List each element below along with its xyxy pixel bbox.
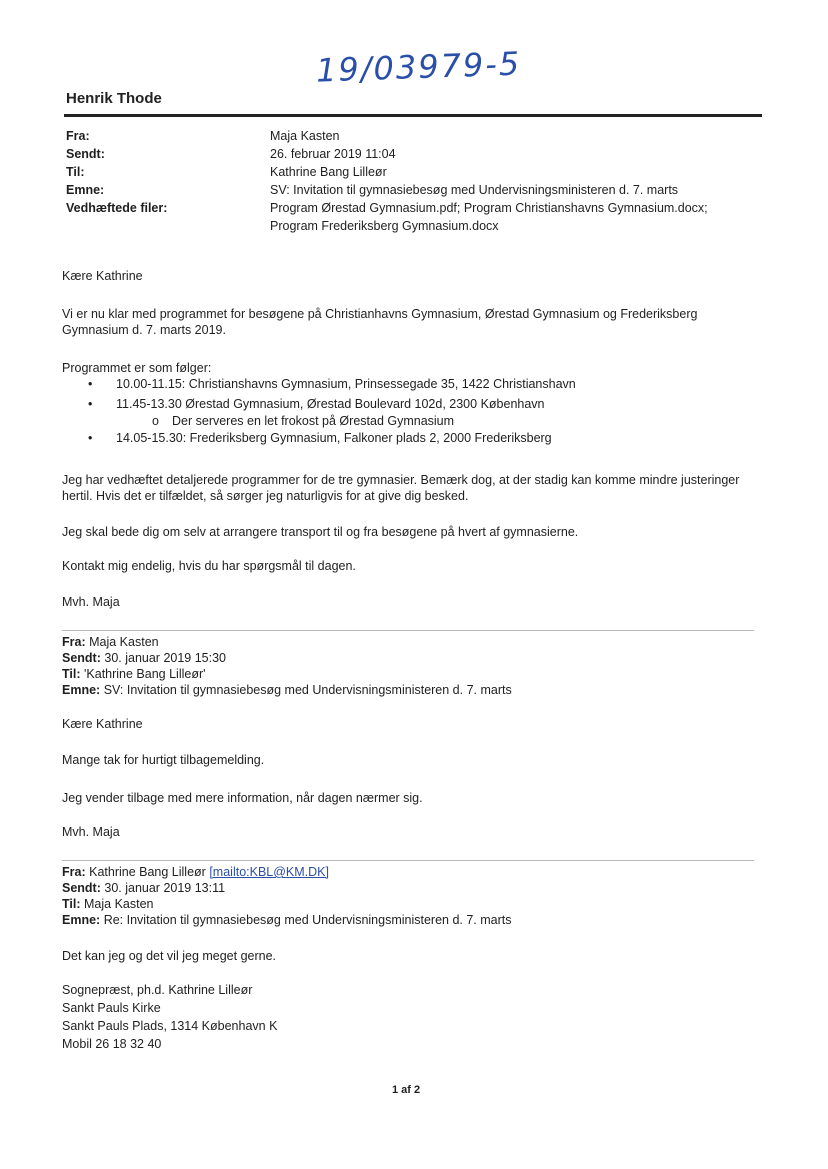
body-paragraph-1: Det kan jeg og det vil jeg meget gerne. — [62, 949, 277, 963]
program-intro: Programmet er som følger: — [62, 361, 212, 375]
body-paragraph-1: Vi er nu klar med programmet for besøgene på Christianhavns Gymnasium, Ørestad Gymnasium og Frederiksberg Gymnasium d. 7. marts 2019. — [62, 307, 698, 337]
list-item — [62, 430, 762, 450]
from-value: Maja Kasten — [270, 129, 340, 143]
signature-line-1: Sognepræst, ph.d. Kathrine Lilleør — [62, 983, 253, 997]
body-paragraph-3: Jeg skal bede dig om selv at arrangere transport til og fra besøgene på hvert af gymnasierne. — [62, 525, 579, 539]
program-item-2: 11.45-13.30 Ørestad Gymnasium, Ørestad Boulevard 102d, 2300 København — [116, 397, 545, 411]
signature-line-3: Sankt Pauls Plads, 1314 København K — [62, 1019, 278, 1033]
program-item-2-sub: Der serveres en let frokost på Ørestad Gymnasium — [172, 414, 455, 428]
greeting: Kære Kathrine — [62, 717, 143, 731]
subject-value: Re: Invitation til gymnasiebesøg med Undervisningsministeren d. 7. marts — [103, 913, 512, 927]
message3-subject — [62, 912, 762, 928]
subject-value: SV: Invitation til gymnasiebesøg med Undervisningsministeren d. 7. marts — [270, 183, 679, 197]
message2-to — [62, 666, 762, 682]
program-list — [62, 376, 762, 450]
message-separator — [62, 630, 754, 631]
to-value: Kathrine Bang Lilleør — [270, 165, 387, 179]
message2-subject — [62, 682, 762, 698]
to-value: 'Kathrine Bang Lilleør' — [84, 667, 206, 681]
sub-bullet: o — [152, 414, 159, 428]
page-number: 1 af 2 — [392, 1084, 421, 1096]
sent-value: 30. januar 2019 13:11 — [104, 881, 226, 895]
bullet: • — [88, 377, 93, 391]
signature-line-2: Sankt Pauls Kirke — [62, 1001, 161, 1015]
from-value: Kathrine Bang Lilleør — [89, 865, 206, 879]
subject-label: Emne: — [66, 183, 105, 197]
program-item-1: 10.00-11.15: Christianshavns Gymnasium, Prinsessegade 35, 1422 Christianshavn — [116, 377, 576, 391]
list-item — [62, 413, 762, 430]
body-paragraph-2: Jeg har vedhæftet detaljerede programmer for de tre gymnasier. Bemærk dog, at der stadig kan komme mindre justeringer hertil. Hvis det er tilfældet, så sørger jeg naturligvis for at give dig besked. — [62, 473, 740, 503]
message3-to — [62, 896, 762, 912]
subject-label: Emne: — [62, 683, 101, 697]
sent-value: 26. februar 2019 11:04 — [270, 147, 396, 161]
signoff: Mvh. Maja — [62, 595, 120, 609]
message3-sent — [62, 880, 762, 896]
body-paragraph-2: Jeg vender tilbage med mere information, når dagen nærmer sig. — [62, 791, 423, 805]
list-item — [62, 376, 762, 396]
signature-line-4: Mobil 26 18 32 40 — [62, 1037, 162, 1051]
attachments-label: Vedhæftede filer: — [66, 201, 168, 215]
message3-from — [62, 864, 762, 880]
owner-divider — [64, 114, 762, 117]
mailbox-owner: Henrik Thode — [66, 90, 162, 107]
body-paragraph-1: Mange tak for hurtigt tilbagemelding. — [62, 753, 265, 767]
case-number-stamp: 19/03979-5 — [315, 44, 522, 90]
attachment-line-2[interactable]: Program Frederiksberg Gymnasium.docx — [270, 219, 499, 233]
message2-sent — [62, 650, 762, 666]
sender-email-link[interactable]: [mailto:KBL@KM.DK] — [209, 865, 329, 879]
greeting: Kære Kathrine — [62, 269, 143, 283]
bullet: • — [88, 397, 93, 411]
message-separator — [62, 860, 754, 861]
subject-value: SV: Invitation til gymnasiebesøg med Undervisningsministeren d. 7. marts — [103, 683, 512, 697]
to-label: Til: — [66, 165, 85, 179]
signoff: Mvh. Maja — [62, 825, 120, 839]
attachment-line-1[interactable]: Program Ørestad Gymnasium.pdf; Program Christianshavns Gymnasium.docx; — [270, 201, 708, 215]
message2-from — [62, 634, 762, 650]
to-label: Til: — [62, 667, 81, 681]
from-label: Fra: — [66, 129, 90, 143]
list-item — [62, 396, 762, 413]
body-paragraph-4: Kontakt mig endelig, hvis du har spørgsmål til dagen. — [62, 559, 356, 573]
sent-label: Sendt: — [62, 651, 101, 665]
subject-label: Emne: — [62, 913, 101, 927]
program-item-3: 14.05-15.30: Frederiksberg Gymnasium, Falkoner plads 2, 2000 Frederiksberg — [116, 431, 552, 445]
sent-label: Sendt: — [62, 881, 101, 895]
bullet: • — [88, 431, 93, 445]
from-label: Fra: — [62, 635, 86, 649]
to-label: Til: — [62, 897, 81, 911]
to-value: Maja Kasten — [84, 897, 154, 911]
sent-label: Sendt: — [66, 147, 105, 161]
from-label: Fra: — [62, 865, 86, 879]
sent-value: 30. januar 2019 15:30 — [104, 651, 227, 665]
from-value: Maja Kasten — [89, 635, 159, 649]
